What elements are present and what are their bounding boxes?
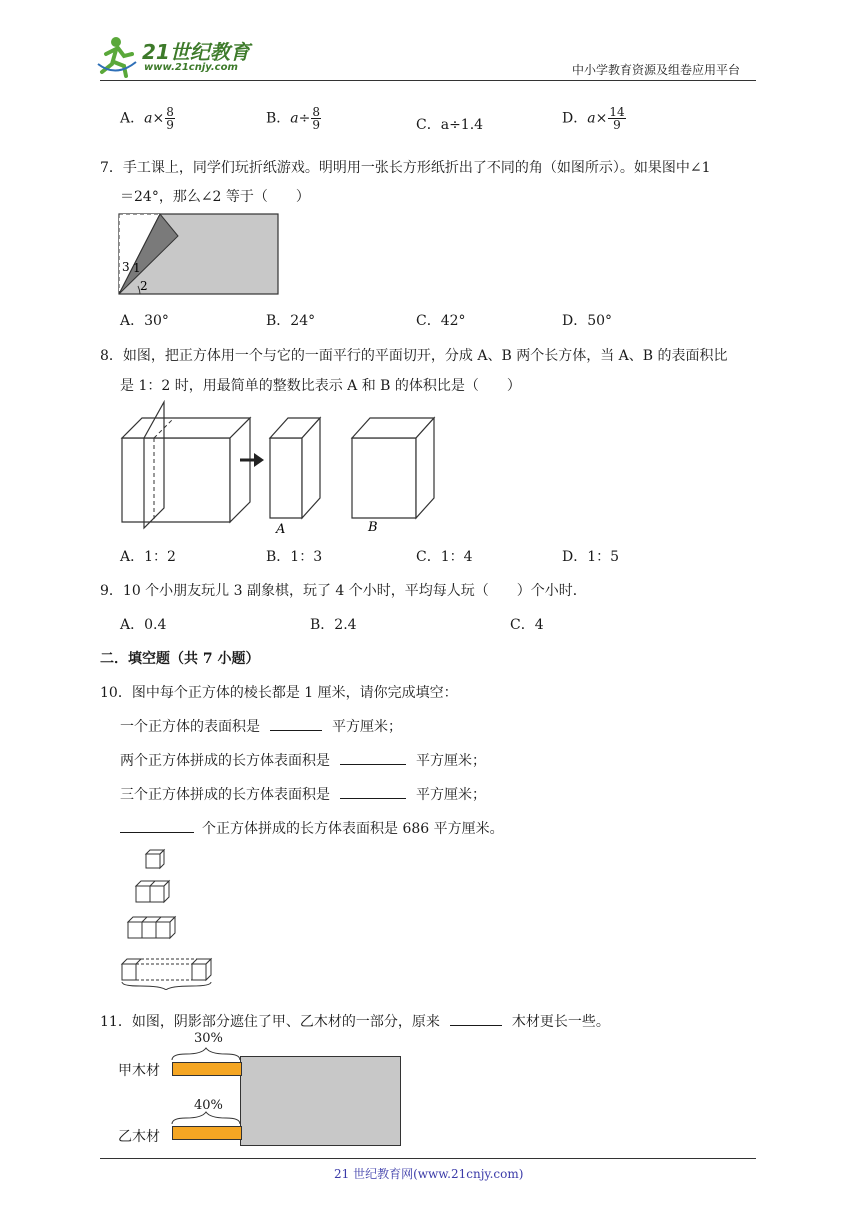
percent-40: 40%	[194, 1098, 223, 1113]
q11-post: 木材更长一些。	[511, 1014, 610, 1030]
q6-option-a	[120, 106, 176, 131]
q8-option-c: C．1：4	[416, 549, 473, 565]
logo-text: 21世纪教育	[142, 40, 250, 64]
q6-option-d	[562, 106, 627, 131]
answer-blank[interactable]	[340, 784, 406, 799]
q8-option-d: D．1：5	[562, 549, 620, 565]
q9-option-c: C．4	[510, 617, 544, 633]
fill-post: 平方厘米；	[332, 719, 402, 735]
fill-pre: 一个正方体的表面积是	[120, 719, 260, 735]
q8-line2: 是 1：2 时，用最简单的整数比表示 A 和 B 的体积比是（ ）	[120, 378, 521, 394]
q9-line1: 9．10 个小朋友玩儿 3 副象棋，玩了 4 个小时，平均每人玩（ ）个小时．	[100, 583, 587, 599]
numerator: 14	[609, 105, 625, 119]
numerator: 8	[312, 105, 321, 119]
denominator: 9	[613, 118, 621, 132]
angle-label-2: 2	[140, 279, 148, 293]
option-expr: a×	[587, 110, 608, 127]
option-letter: C．	[416, 117, 441, 133]
q9-option-b: B．2.4	[310, 617, 357, 633]
label-yi-wood: 乙木材	[118, 1129, 160, 1145]
q6-option-b	[266, 106, 322, 131]
section-2-title: 二．填空题（共 7 小题）	[100, 651, 260, 667]
label-b: B	[368, 520, 378, 535]
answer-blank[interactable]	[450, 1011, 502, 1026]
denominator: 9	[166, 118, 174, 132]
answer-blank[interactable]	[270, 716, 322, 731]
q11-figure	[116, 1030, 406, 1148]
header-right-text: 中小学教育资源及组卷应用平台	[572, 63, 741, 77]
brace-30	[170, 1044, 242, 1062]
q10-cubes-figure	[116, 840, 220, 990]
angle-label-3: 3	[122, 260, 130, 274]
option-expr: a÷	[290, 110, 311, 127]
logo-url: www.21cnjy.com	[144, 62, 238, 73]
label-a: A	[276, 522, 286, 536]
fraction	[165, 106, 175, 131]
option-expr: a×	[144, 110, 165, 127]
fill-pre: 两个正方体拼成的长方体表面积是	[120, 753, 330, 769]
q10-fill-2	[120, 750, 486, 770]
q11-line	[100, 1011, 610, 1031]
yi-wood-bar	[172, 1126, 242, 1140]
fill-post: 个正方体拼成的长方体表面积是 686 平方厘米。	[202, 821, 504, 837]
footer-rule	[100, 1158, 756, 1159]
option-letter: B．	[266, 110, 291, 127]
angle-label-1: 1	[133, 261, 141, 275]
logo	[96, 34, 266, 78]
q7-option-c: C．42°	[416, 313, 466, 329]
q8-line1: 8．如图，把正方体用一个与它的一面平行的平面切开，分成 A、B 两个长方体，当 A、B 的表面积比	[100, 348, 728, 364]
q7-option-b: B．24°	[266, 313, 316, 329]
q10-fill-3	[120, 784, 486, 804]
answer-blank[interactable]	[340, 750, 406, 765]
q7-line2: ＝24°，那么∠2 等于（ ）	[120, 189, 310, 205]
label-jia-wood: 甲木材	[118, 1063, 160, 1079]
denominator: 9	[312, 118, 321, 132]
option-letter: A．	[120, 110, 145, 127]
q8-option-b: B．1：3	[266, 549, 323, 565]
q7-line1: 7．手工课上，同学们玩折纸游戏。明明用一张长方形纸折出了不同的角（如图所示）。如果图中∠1	[100, 160, 711, 176]
option-expr: a÷1.4	[440, 117, 484, 133]
q6-option-c	[416, 114, 483, 134]
q10-fill-1	[120, 716, 402, 736]
q7-option-d: D．50°	[562, 313, 613, 329]
q9-option-a: A．0.4	[120, 617, 167, 633]
q7-option-a: A．30°	[120, 313, 169, 329]
q8-cube-figure	[116, 400, 440, 536]
answer-blank[interactable]	[120, 818, 194, 833]
percent-30: 30%	[194, 1031, 223, 1046]
fill-post: 平方厘米；	[416, 753, 486, 769]
gray-cover	[240, 1056, 401, 1146]
header-rule	[100, 80, 756, 81]
q8-option-a: A．1：2	[120, 549, 176, 565]
fill-post: 平方厘米；	[416, 787, 486, 803]
q10-line1: 10．图中每个正方体的棱长都是 1 厘米，请你完成填空：	[100, 685, 458, 701]
fraction	[311, 106, 321, 131]
option-letter: D．	[562, 110, 588, 127]
fill-pre: 三个正方体拼成的长方体表面积是	[120, 787, 330, 803]
jia-wood-bar	[172, 1062, 242, 1076]
fraction	[608, 106, 625, 131]
q10-fill-4	[120, 818, 504, 838]
q7-fold-figure	[116, 210, 282, 300]
numerator: 8	[166, 105, 174, 119]
q11-pre: 11．如图，阴影部分遮住了甲、乙木材的一部分，原来	[100, 1014, 440, 1030]
footer-text: 21 世纪教育网(www.21cnjy.com)	[334, 1167, 524, 1181]
